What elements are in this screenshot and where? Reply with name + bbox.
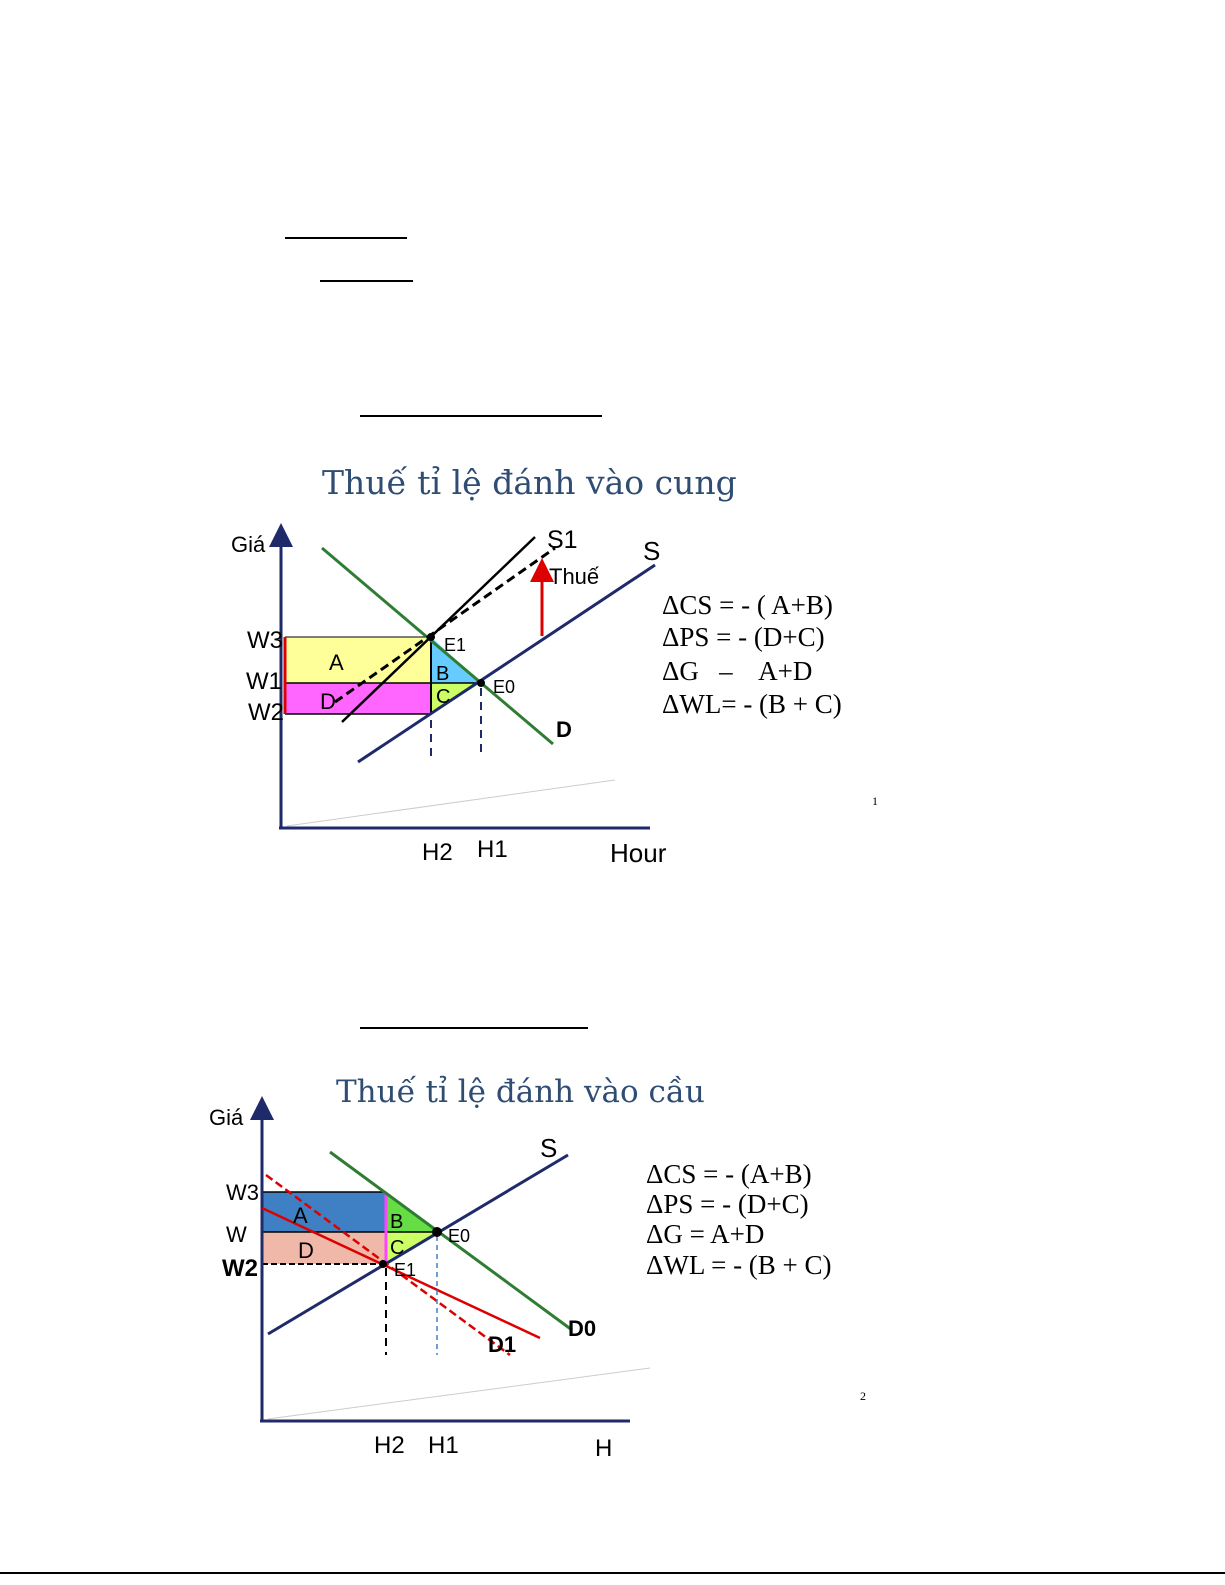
- label-h1: H1: [477, 836, 508, 863]
- slide1-eq-g: ΔG – A+D: [662, 656, 813, 686]
- page-bottom-rule: [0, 1572, 1225, 1574]
- label-area-c-2: C: [390, 1237, 405, 1259]
- point-e0-2: [432, 1227, 442, 1237]
- axis-label-gia-2: Giá: [209, 1105, 244, 1130]
- label-area-a-2: A: [293, 1203, 308, 1228]
- label-area-d: D: [320, 689, 336, 714]
- slide2-title: Thuế tỉ lệ đánh vào cầu: [336, 1074, 705, 1110]
- label-tax: Thuế: [549, 564, 600, 589]
- label-h1-2: H1: [428, 1432, 459, 1459]
- slide1-title: Thuế tỉ lệ đánh vào cung: [322, 463, 737, 502]
- label-area-b: B: [436, 663, 450, 685]
- slide2-eq-wl: ΔWL = - (B + C): [646, 1250, 832, 1280]
- slide2-eq-cs: ΔCS = - (A+B): [646, 1159, 812, 1189]
- label-w1: W1: [246, 668, 282, 695]
- slide2-equations: [646, 1159, 832, 1280]
- label-w3-2: W3: [226, 1180, 259, 1205]
- axis-label-h: H: [595, 1435, 613, 1462]
- label-e0: E0: [493, 677, 516, 697]
- slide1-page-number: 1: [872, 794, 878, 808]
- slide1-eq-ps: ΔPS = - (D+C): [662, 622, 825, 652]
- label-e1: E1: [444, 635, 467, 655]
- label-s1: S1: [547, 526, 578, 554]
- slide1-eq-cs: ΔCS = - ( A+B): [662, 590, 833, 620]
- label-s-2: S: [540, 1133, 558, 1163]
- point-e1-2: [379, 1260, 387, 1268]
- label-w3: W3: [247, 627, 283, 654]
- area-a-shape-2: [262, 1192, 386, 1232]
- label-h2: H2: [422, 839, 453, 866]
- label-area-a: A: [329, 650, 344, 675]
- slide2-eq-ps: ΔPS = - (D+C): [646, 1189, 809, 1219]
- label-area-d-2: D: [298, 1238, 314, 1263]
- label-d0: D0: [568, 1316, 597, 1341]
- label-s: S: [643, 536, 661, 566]
- label-area-c: C: [436, 686, 451, 708]
- slide1-eq-wl: ΔWL= - (B + C): [662, 689, 842, 719]
- label-w1-2: W: [226, 1222, 247, 1247]
- label-w2-2: W2: [222, 1255, 258, 1282]
- label-d1: D1: [488, 1332, 517, 1357]
- label-area-b-2: B: [390, 1211, 404, 1233]
- slide2-page-number: 2: [860, 1389, 866, 1403]
- label-d-curve: D: [556, 717, 572, 742]
- label-e0-2: E0: [448, 1226, 471, 1246]
- label-h2-2: H2: [374, 1432, 405, 1459]
- axis-label-hour: Hour: [610, 838, 667, 868]
- axis-label-gia: Giá: [231, 532, 266, 557]
- slide2-eq-g: ΔG = A+D: [646, 1219, 765, 1249]
- label-w2: W2: [248, 699, 284, 726]
- label-e1-2: E1: [394, 1260, 417, 1280]
